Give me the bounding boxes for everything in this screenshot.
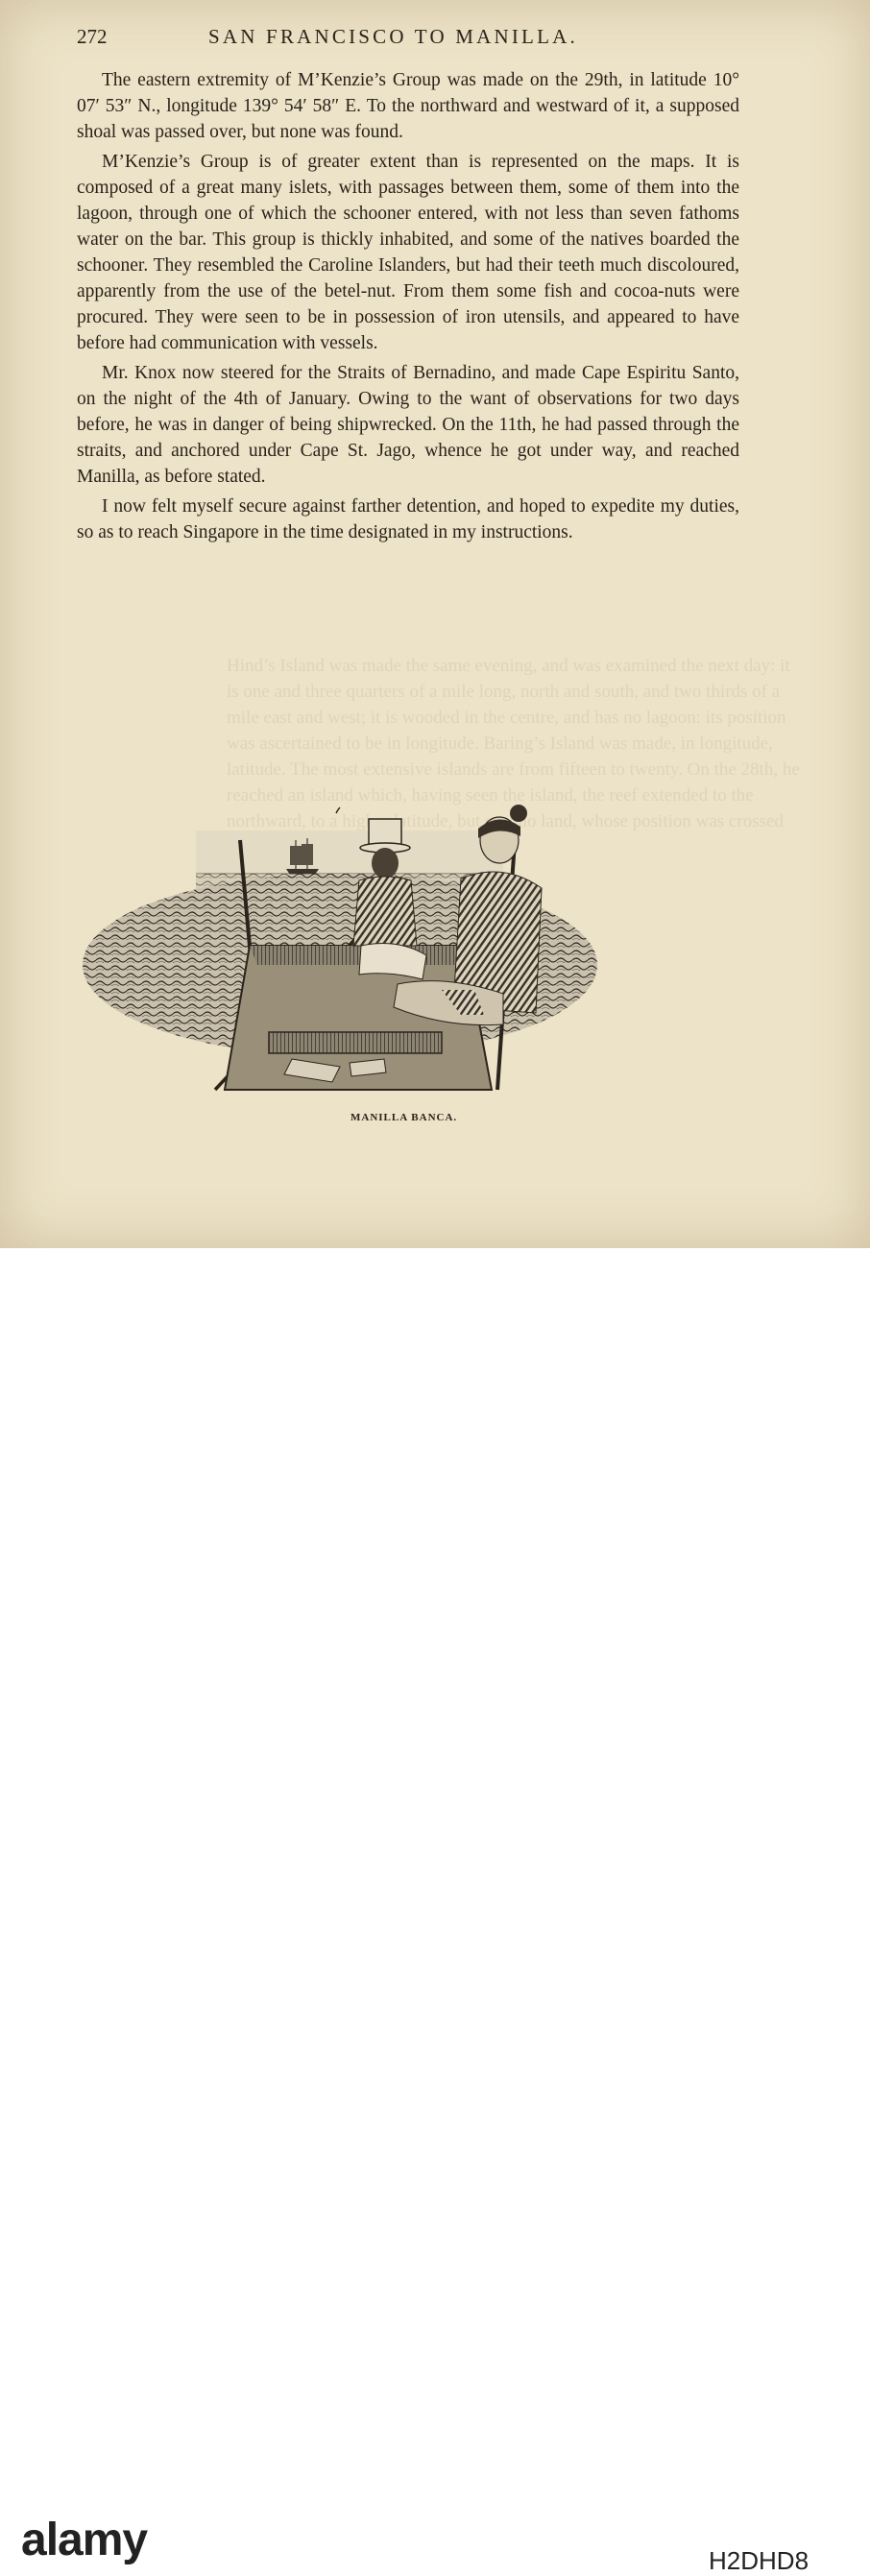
paragraph: M’Kenzie’s Group is of greater extent than is represented on the maps. It is composed of a great many islets, with passages between them, some of them into the lagoon, through one of which the schooner entered, with not less than seven fathoms water on the bar. This group is thickly inhabited, and some of the natives boarded the schooner. They resembled the Caroline Islanders, but had their teeth much discoloured, apparently from the use of the betel-nut. From them some fish and cocoa-nuts were procured. They were seen to be in possession of iron utensils, and appeared to have before had communication with vessels.: [77, 152, 739, 353]
running-title: SAN FRANCISCO TO MANILLA.: [208, 25, 578, 48]
boat-thwart: [269, 1032, 442, 1053]
book-page: [0, 0, 870, 1248]
watermark-bar: [0, 1248, 870, 2575]
watermark-logo: alamy: [21, 2515, 148, 2565]
body-text: [77, 67, 739, 549]
paragraph: I now felt myself secure against farther detention, and hoped to expedite my duties, so as to reach Singapore in the time designated in my instructions.: [77, 496, 739, 542]
seabird: [336, 807, 340, 813]
figure-caption: MANILLA BANCA.: [350, 1112, 458, 1123]
manilla-banca-engraving: [81, 802, 601, 1099]
stock-image-id: H2DHD8: [709, 2546, 810, 2575]
paragraph: The eastern extremity of M’Kenzie’s Group was made on the 29th, in latitude 10° 07′ 53″ N., longitude 139° 54′ 58″ E. To the northward and westward of it, a supposed shoal was passed over, but none was found.: [77, 70, 739, 142]
bleed-through-text: Hind’s Island was made the same evening, and was examined the next day: it is one and three quarters of a mile long, north and south, and two thirds of a mile east and west; it is wooded in the centre, and has no lagoon: its position was ascertained to be in longitude. Baring’s Island was made, in longitude, latitude. The most extensive islands are from fifteen to twenty. On the 28th, he reached an island which, having seen the island, the reef extended to the northward, to a higher latitude, but no land, whose position was crossed: [227, 656, 800, 831]
page-number: 272: [77, 25, 108, 48]
paragraph: Mr. Knox now steered for the Straits of Bernadino, and made Cape Espiritu Santo, on the night of the 4th of January. Owing to the want of observations for two days before, he was in danger of being shipwrecked. On the 11th, he had passed through the straits, and anchored under Cape St. Jago, whence he got under way, and reached Manilla, as before stated.: [77, 363, 739, 487]
